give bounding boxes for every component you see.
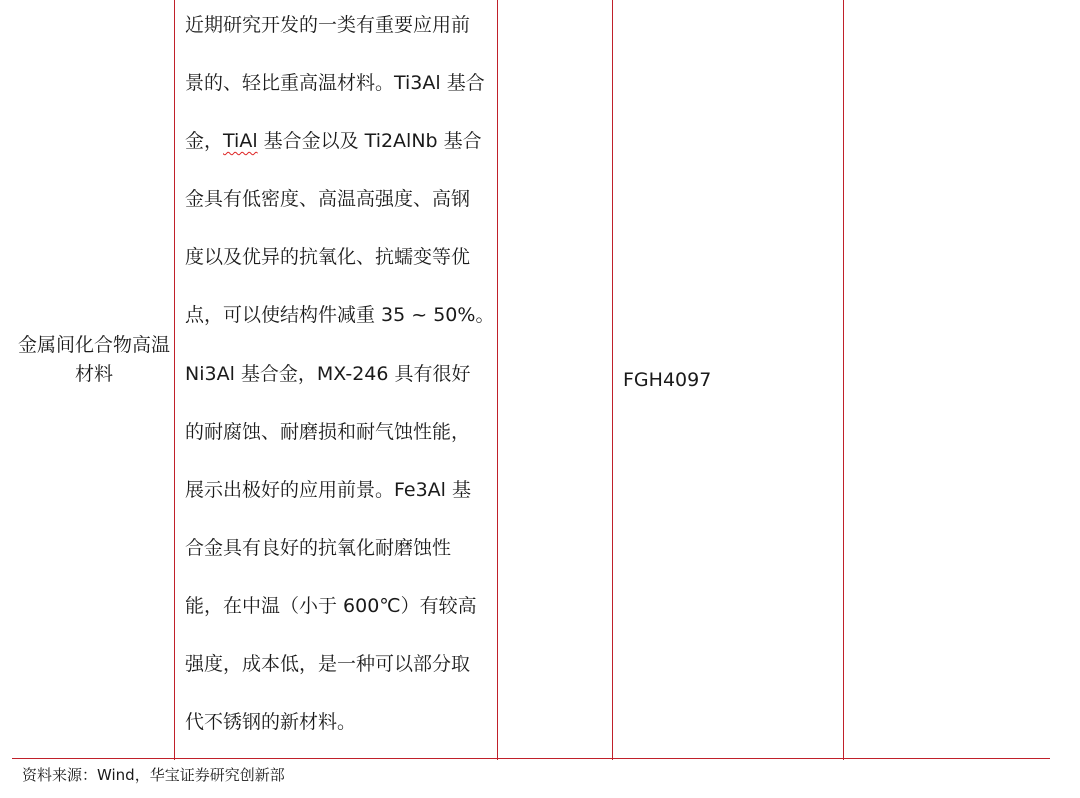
description-line: 度以及优异的抗氧化、抗蠕变等优 — [185, 246, 471, 269]
column-divider — [497, 0, 498, 760]
description-line: 金具有低密度、高温高强度、高钢 — [185, 188, 471, 211]
column-divider — [174, 0, 175, 760]
spellcheck-underlined-word: TiAl — [223, 130, 258, 153]
description-line: 合金具有良好的抗氧化耐磨蚀性 — [185, 536, 452, 559]
description-line: 近期研究开发的一类有重要应用前 — [185, 14, 471, 36]
source-note: 资料来源：Wind，华宝证券研究创新部 — [22, 766, 285, 784]
category-cell: 金属间化合物高温材料 — [17, 334, 170, 385]
description-line: 代不锈钢的新材料。 — [185, 711, 357, 734]
column-divider — [612, 0, 613, 760]
description-line: 景的、轻比重高温材料。Ti3Al 基合 — [185, 72, 485, 95]
description-line: 的耐腐蚀、耐磨损和耐气蚀性能， — [185, 420, 471, 443]
description-line — [185, 126, 497, 184]
description-text: 金， — [185, 130, 224, 153]
description-line: 展示出极好的应用前景。Fe3Al 基 — [185, 478, 471, 501]
description-text: 基合金以及 Ti2AlNb 基合 — [257, 130, 482, 153]
description-line: 强度，成本低，是一种可以部分取 — [185, 653, 471, 676]
description-line: 能，在中温（小于 600℃）有较高 — [185, 594, 477, 617]
column-divider — [843, 0, 844, 760]
grade-cell: FGH4097 — [623, 369, 712, 391]
description-line: Ni3Al 基合金，MX-246 具有很好 — [185, 362, 471, 385]
table-bottom-rule — [12, 758, 1050, 759]
description-line: 点，可以使结构件减重 35 ~ 50%。 — [185, 304, 495, 327]
description-cell — [185, 10, 497, 765]
